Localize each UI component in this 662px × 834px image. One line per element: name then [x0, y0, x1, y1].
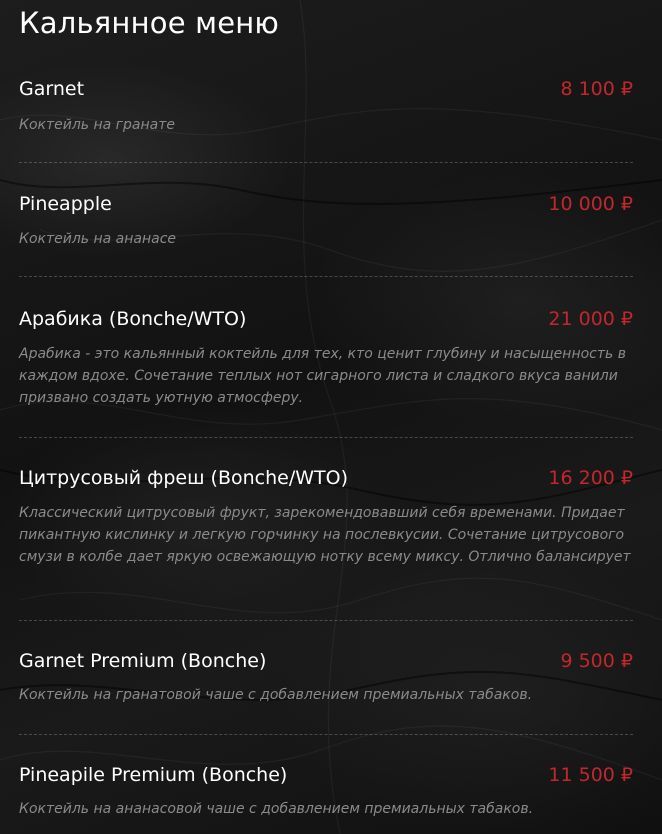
item-description: Коктейль на ананасе	[19, 231, 177, 247]
item-name: Pineapple	[19, 193, 112, 215]
divider	[19, 162, 633, 163]
item-name: Garnet Premium (Bonche)	[19, 650, 267, 672]
item-description: Коктейль на гранате	[19, 117, 175, 133]
item-price: 9 500 ₽	[560, 650, 633, 672]
item-description: Классический цитрусовый фрукт, зарекомендовавший себя временами. Придает пикантную кислинку и легкую горчинку на послевкусии. Сочетание цитрусового смузи в колбе дает яркую освежающую нотку всему миксу. Отлично балансирует	[19, 505, 631, 565]
item-name: Garnet	[19, 78, 85, 100]
item-price: 8 100 ₽	[560, 78, 633, 100]
divider	[19, 276, 633, 277]
page-title: Кальянное меню	[19, 6, 280, 40]
item-name: Цитрусовый фреш (Bonche/WTO)	[19, 467, 349, 489]
item-price: 11 500 ₽	[548, 764, 633, 786]
divider	[19, 734, 633, 735]
item-description: Коктейль на ананасовой чаше с добавлением премиальных табаков.	[19, 801, 534, 817]
item-price: 16 200 ₽	[548, 467, 633, 489]
item-name: Арабика (Bonche/WTO)	[19, 308, 247, 330]
item-description: Коктейль на гранатовой чаше с добавлением премиальных табаков.	[19, 687, 533, 703]
divider	[19, 620, 633, 621]
item-price: 10 000 ₽	[548, 193, 633, 215]
item-name: Pineapile Premium (Bonche)	[19, 764, 288, 786]
item-description: Арабика - это кальянный коктейль для тех, кто ценит глубину и насыщенность в каждом вдохе. Сочетание теплых нот сигарного листа и сладкого вкуса ванили призвано создать уютную атмосферу.	[19, 346, 626, 406]
item-price: 21 000 ₽	[548, 308, 633, 330]
divider	[19, 437, 633, 438]
